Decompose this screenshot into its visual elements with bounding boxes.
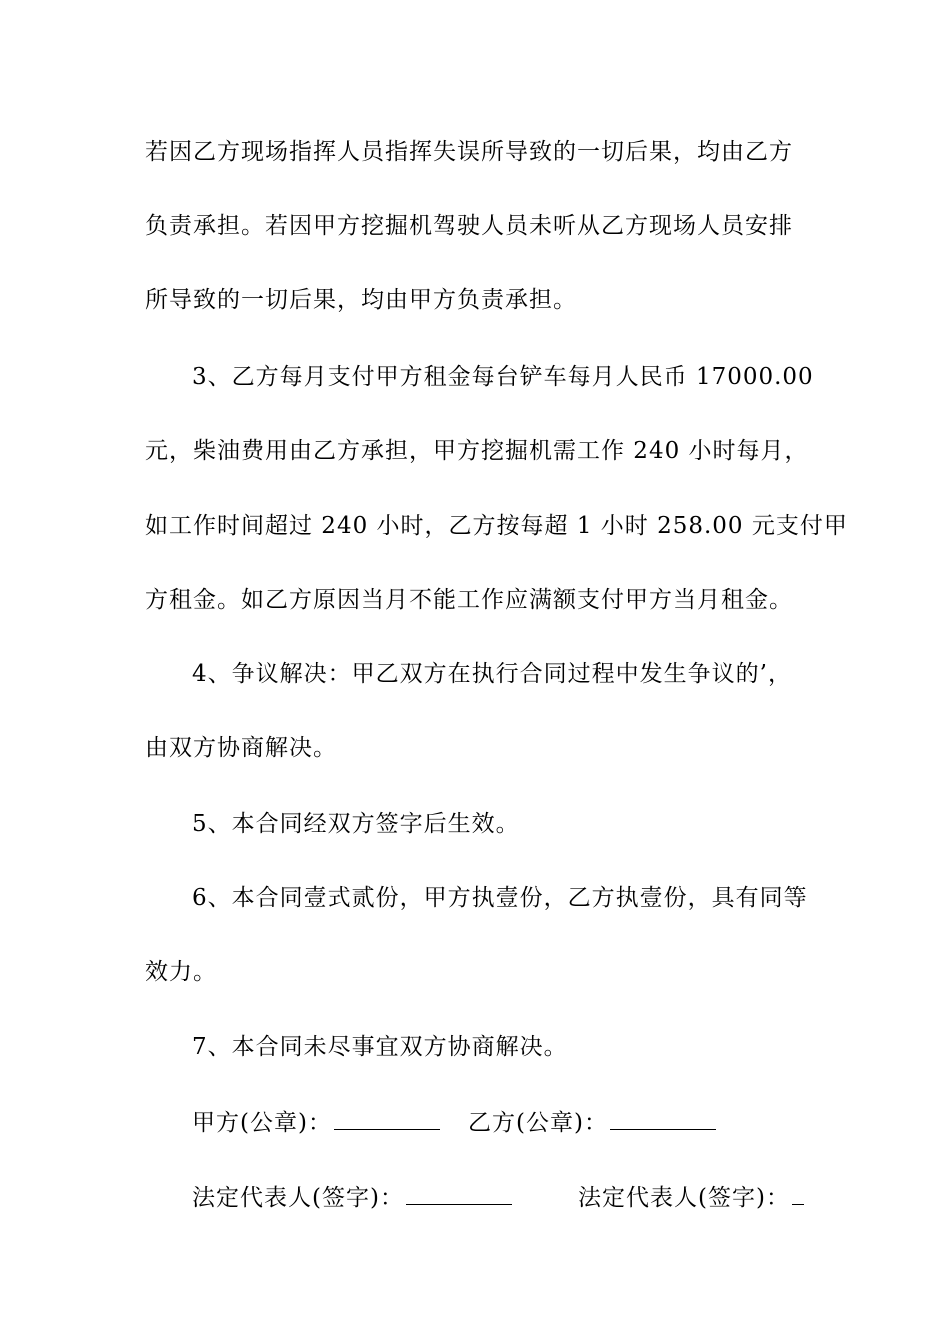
clause-6-line: 6、本合同壹式贰份，甲方执壹份，乙方执壹份，具有同等 bbox=[192, 885, 808, 911]
party-a-rep-label: 法定代表人(签字)： bbox=[192, 1185, 404, 1211]
party-b-seal-label: 乙方(公章)： bbox=[468, 1110, 608, 1136]
party-a-representative bbox=[192, 1183, 512, 1213]
paragraph-line: 元，柴油费用由乙方承担，甲方挖掘机需工作 240 小时每月， bbox=[145, 438, 809, 464]
party-b-rep-blank[interactable] bbox=[792, 1184, 804, 1205]
party-b-representative bbox=[578, 1183, 804, 1213]
clause-3-line: 3、乙方每月支付甲方租金每台铲车每月人民币 17000.00 bbox=[192, 364, 814, 390]
party-b-seal bbox=[468, 1108, 716, 1138]
paragraph-line: 由双方协商解决。 bbox=[145, 735, 337, 761]
paragraph-line: 若因乙方现场指挥人员指挥失误所导致的一切后果，均由乙方 bbox=[145, 139, 793, 165]
paragraph-line: 负责承担。若因甲方挖掘机驾驶人员未听从乙方现场人员安排 bbox=[145, 213, 793, 239]
clause-4-line: 4、争议解决：甲乙双方在执行合同过程中发生争议的’， bbox=[192, 661, 792, 687]
paragraph-line: 效力。 bbox=[145, 959, 217, 985]
party-a-seal bbox=[192, 1108, 440, 1138]
paragraph-line: 如工作时间超过 240 小时，乙方按每超 1 小时 258.00 元支付甲 bbox=[145, 513, 848, 539]
paragraph-line: 所导致的一切后果，均由甲方负责承担。 bbox=[145, 287, 577, 313]
seal-row bbox=[0, 1108, 950, 1140]
party-a-seal-label: 甲方(公章)： bbox=[192, 1110, 332, 1136]
party-b-seal-blank[interactable] bbox=[610, 1109, 716, 1130]
party-b-rep-label: 法定代表人(签字)： bbox=[578, 1185, 790, 1211]
representative-row bbox=[0, 1183, 950, 1215]
paragraph-line: 方租金。如乙方原因当月不能工作应满额支付甲方当月租金。 bbox=[145, 587, 793, 613]
party-a-seal-blank[interactable] bbox=[334, 1109, 440, 1130]
party-a-rep-blank[interactable] bbox=[406, 1184, 512, 1205]
clause-7-line: 7、本合同未尽事宜双方协商解决。 bbox=[192, 1034, 568, 1060]
clause-5-line: 5、本合同经双方签字后生效。 bbox=[192, 811, 520, 837]
